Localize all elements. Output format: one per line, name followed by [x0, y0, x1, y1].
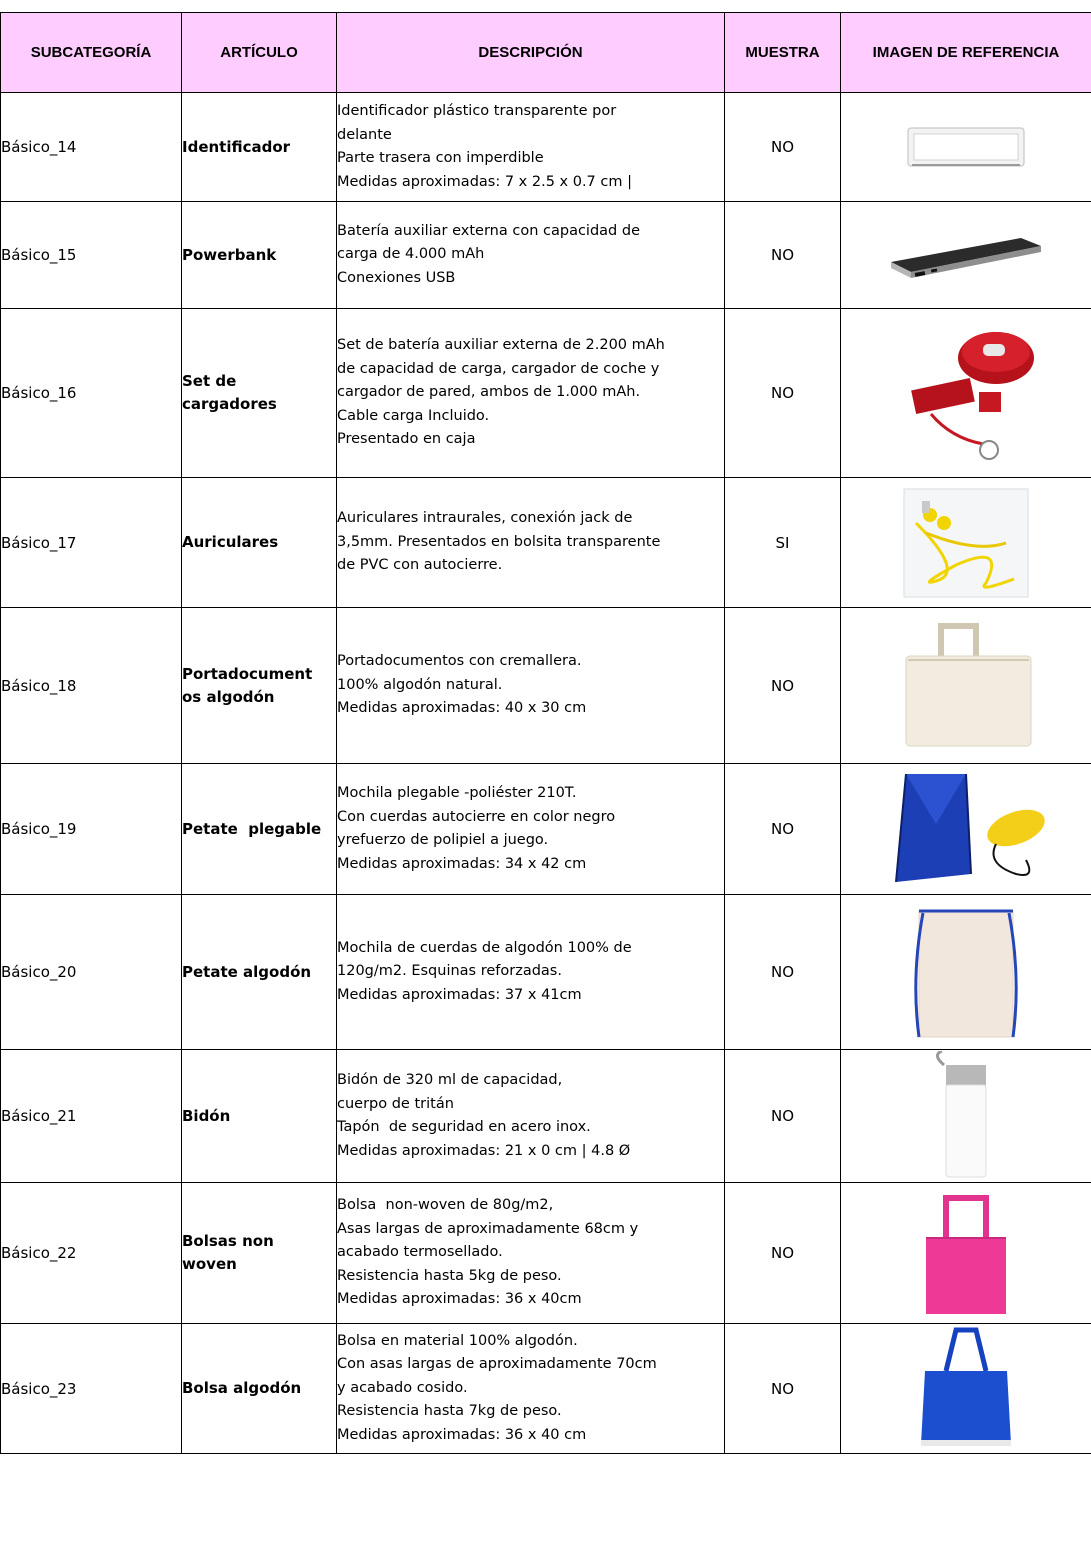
- descripcion-line: Con asas largas de aproximadamente 70cm: [337, 1356, 657, 1373]
- cell-muestra: NO: [725, 895, 841, 1050]
- cell-descripcion: [337, 202, 725, 309]
- articulo-line: Petate plegable: [182, 819, 322, 838]
- cell-descripcion: [337, 1050, 725, 1183]
- blue-tote-bag-icon: [841, 1326, 1091, 1451]
- articulo-line: Bolsas non: [182, 1232, 274, 1250]
- header-imagen: IMAGEN DE REFERENCIA: [841, 13, 1091, 93]
- cotton-drawstring-bag-icon: [841, 897, 1091, 1047]
- articulo-line: cargadores: [182, 395, 277, 413]
- document-bag-icon: [841, 616, 1091, 756]
- descripcion-line: Bolsa non-woven de 80g/m2,: [337, 1197, 554, 1214]
- articulo-line: os algodón: [182, 687, 275, 706]
- cell-descripcion: [337, 764, 725, 895]
- articulo-line: Auriculares: [182, 533, 279, 551]
- cell-descripcion: [337, 478, 725, 608]
- header-row: [1, 13, 1091, 93]
- cell-articulo: [182, 478, 337, 608]
- descripcion-line: 3,5mm. Presentados en bolsita transparente: [337, 533, 661, 550]
- descripcion-line: y acabado cosido.: [337, 1379, 468, 1396]
- header-subcategoria: SUBCATEGORÍA: [1, 13, 182, 93]
- cell-articulo: [182, 608, 337, 764]
- descripcion-line: Medidas aproximadas: 37 x 41cm: [337, 986, 582, 1003]
- cell-descripcion: [337, 1183, 725, 1324]
- table-row: [1, 895, 1091, 1050]
- descripcion-line: Mochila plegable -poliéster 210T.: [337, 785, 577, 801]
- cell-muestra: NO: [725, 1324, 841, 1454]
- cell-imagen: [841, 202, 1091, 309]
- pink-tote-bag-icon: [841, 1188, 1091, 1318]
- descripcion-line: Parte trasera con imperdible: [337, 150, 544, 166]
- descripcion-line: Tapón de seguridad en acero inox.: [337, 1119, 591, 1135]
- cell-subcategoria: Básico_21: [1, 1050, 182, 1183]
- cell-imagen: [841, 1183, 1091, 1324]
- descripcion-line: Con cuerdas autocierre en color negro: [337, 808, 616, 825]
- descripcion-line: delante: [337, 126, 392, 143]
- cell-articulo: [182, 1050, 337, 1183]
- articulo-line: Bolsa algodón: [182, 1379, 302, 1397]
- cell-subcategoria: Básico_20: [1, 895, 182, 1050]
- descripcion-line: de capacidad de carga, cargador de coche y: [337, 360, 660, 377]
- cell-subcategoria: Básico_15: [1, 202, 182, 309]
- cell-articulo: [182, 1183, 337, 1324]
- descripcion-line: carga de 4.000 mAh: [337, 246, 485, 263]
- descripcion-line: Set de batería auxiliar externa de 2.200 mAh: [337, 337, 665, 354]
- articulo-line: Set de: [182, 372, 237, 390]
- cell-imagen: [841, 1050, 1091, 1183]
- foldable-drawstring-bag-icon: [841, 764, 1091, 894]
- cell-articulo: [182, 764, 337, 895]
- descripcion-line: Medidas aproximadas: 7 x 2.5 x 0.7 cm |: [337, 173, 632, 190]
- charger-set-icon: [841, 318, 1091, 468]
- articulo-line: Portadocument: [182, 664, 313, 683]
- cell-subcategoria: Básico_17: [1, 478, 182, 608]
- descripcion-line: Portadocumentos con cremallera.: [337, 653, 582, 670]
- descripcion-line: Resistencia hasta 7kg de peso.: [337, 1403, 562, 1420]
- cell-subcategoria: Básico_18: [1, 608, 182, 764]
- table-row: [1, 309, 1091, 478]
- descripcion-line: Asas largas de aproximadamente 68cm y: [337, 1220, 639, 1237]
- articulo-line: Petate algodón: [182, 962, 312, 981]
- cell-subcategoria: Básico_22: [1, 1183, 182, 1324]
- table-row: [1, 608, 1091, 764]
- cell-muestra: NO: [725, 309, 841, 478]
- cell-muestra: NO: [725, 202, 841, 309]
- articulo-line: woven: [182, 1255, 237, 1273]
- descripcion-line: Medidas aproximadas: 34 x 42 cm: [337, 855, 587, 872]
- cell-imagen: [841, 93, 1091, 202]
- header-articulo: ARTÍCULO: [182, 13, 337, 93]
- descripcion-line: Presentado en caja: [337, 431, 476, 448]
- descripcion-line: cuerpo de tritán: [337, 1095, 454, 1112]
- cell-subcategoria: Básico_23: [1, 1324, 182, 1454]
- cell-articulo: [182, 93, 337, 202]
- descripcion-line: Batería auxiliar externa con capacidad de: [337, 222, 640, 239]
- descripcion-line: Medidas aproximadas: 21 x 0 cm | 4.8 Ø: [337, 1142, 631, 1159]
- descripcion-line: Cable carga Incluido.: [337, 407, 490, 424]
- cell-articulo: [182, 309, 337, 478]
- product-table: [0, 12, 1091, 1454]
- cell-descripcion: [337, 895, 725, 1050]
- cell-descripcion: [337, 93, 725, 202]
- cell-imagen: [841, 608, 1091, 764]
- descripcion-line: Medidas aproximadas: 36 x 40cm: [337, 1291, 582, 1308]
- cell-articulo: [182, 202, 337, 309]
- descripcion-line: Bolsa en material 100% algodón.: [337, 1332, 578, 1349]
- descripcion-line: Conexiones USB: [337, 269, 456, 286]
- cell-imagen: [841, 309, 1091, 478]
- cell-muestra: NO: [725, 1050, 841, 1183]
- descripcion-line: 100% algodón natural.: [337, 676, 503, 693]
- cell-muestra: NO: [725, 764, 841, 895]
- cell-subcategoria: Básico_16: [1, 309, 182, 478]
- articulo-line: Powerbank: [182, 245, 277, 264]
- earphones-icon: [841, 483, 1091, 603]
- water-bottle-icon: [841, 1051, 1091, 1181]
- table-row: [1, 1050, 1091, 1183]
- descripcion-line: Bidón de 320 ml de capacidad,: [337, 1072, 563, 1088]
- cell-articulo: [182, 1324, 337, 1454]
- descripcion-line: Medidas aproximadas: 40 x 30 cm: [337, 700, 587, 717]
- descripcion-line: acabado termosellado.: [337, 1244, 503, 1261]
- cell-muestra: NO: [725, 608, 841, 764]
- cell-imagen: [841, 1324, 1091, 1454]
- table-row: [1, 1324, 1091, 1454]
- cell-imagen: [841, 478, 1091, 608]
- header-muestra: MUESTRA: [725, 13, 841, 93]
- descripcion-line: Medidas aproximadas: 36 x 40 cm: [337, 1426, 587, 1443]
- descripcion-line: Auriculares intraurales, conexión jack de: [337, 510, 633, 527]
- cell-articulo: [182, 895, 337, 1050]
- cell-subcategoria: Básico_19: [1, 764, 182, 895]
- cell-imagen: [841, 764, 1091, 895]
- table-row: [1, 478, 1091, 608]
- cell-muestra: SI: [725, 478, 841, 608]
- table-row: [1, 1183, 1091, 1324]
- descripcion-line: cargador de pared, ambos de 1.000 mAh.: [337, 384, 641, 401]
- descripcion-line: yrefuerzo de polipiel a juego.: [337, 832, 549, 848]
- cell-imagen: [841, 895, 1091, 1050]
- badge-holder-icon: [841, 112, 1091, 182]
- powerbank-icon: [841, 220, 1091, 290]
- descripcion-line: de PVC con autocierre.: [337, 557, 503, 574]
- descripcion-line: 120g/m2. Esquinas reforzadas.: [337, 963, 562, 980]
- table-row: [1, 93, 1091, 202]
- cell-muestra: NO: [725, 1183, 841, 1324]
- articulo-line: Identificador: [182, 137, 291, 156]
- cell-descripcion: [337, 309, 725, 478]
- cell-descripcion: [337, 608, 725, 764]
- descripcion-line: Mochila de cuerdas de algodón 100% de: [337, 939, 632, 956]
- cell-subcategoria: Básico_14: [1, 93, 182, 202]
- articulo-line: Bidón: [182, 1106, 231, 1125]
- table-row: [1, 764, 1091, 895]
- descripcion-line: Identificador plástico transparente por: [337, 103, 617, 119]
- header-descripcion: DESCRIPCIÓN: [337, 13, 725, 93]
- descripcion-line: Resistencia hasta 5kg de peso.: [337, 1267, 562, 1284]
- cell-muestra: NO: [725, 93, 841, 202]
- table-row: [1, 202, 1091, 309]
- cell-descripcion: [337, 1324, 725, 1454]
